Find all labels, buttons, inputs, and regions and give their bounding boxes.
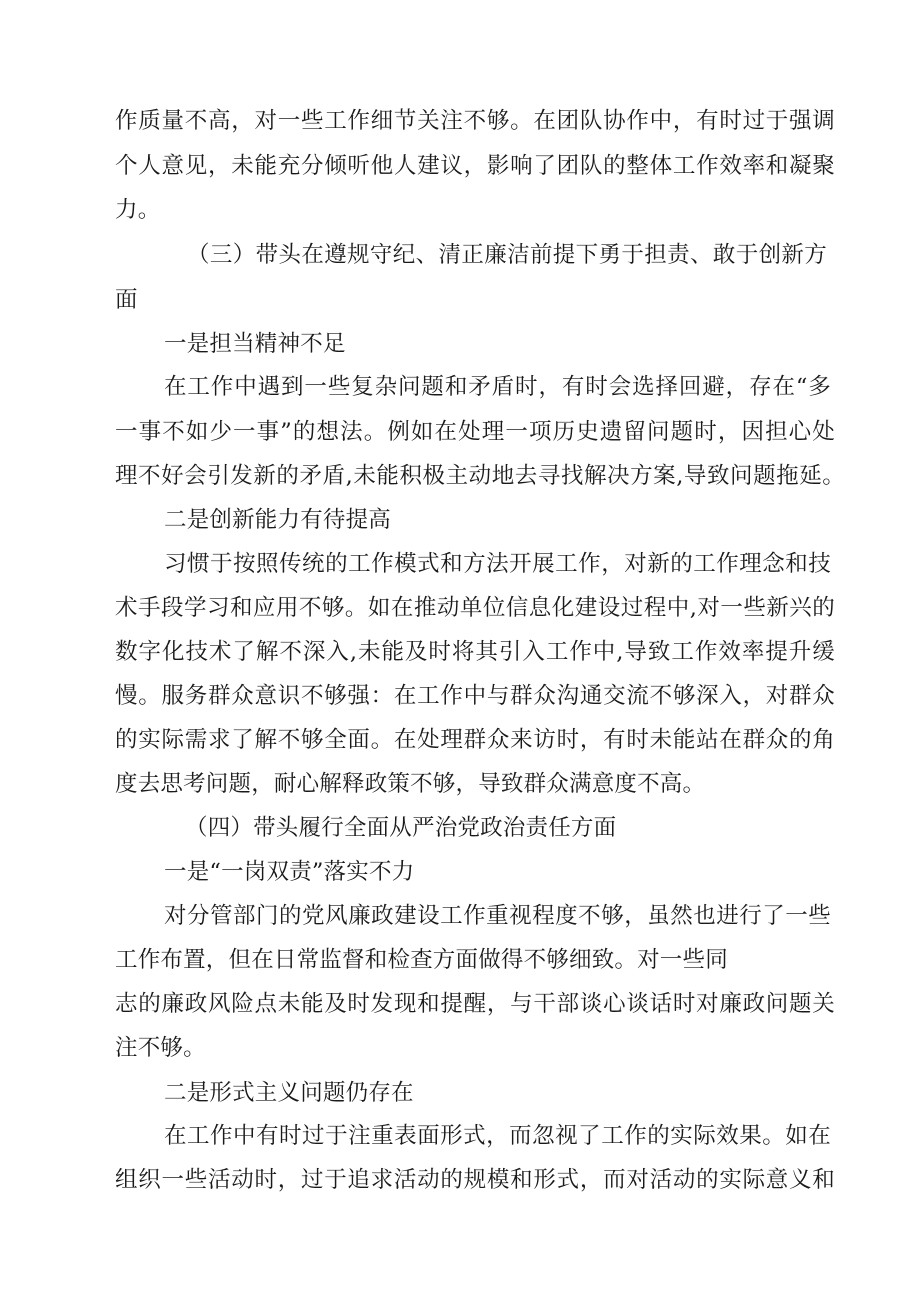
subheading: 二是形式主义问题仍存在 [164, 1080, 414, 1106]
body-text-line: 习惯于按照传统的工作模式和方法开展工作，对新的工作理念和技 [164, 551, 831, 577]
body-text-line: 一事不如少一事”的想法。例如在处理一项历史遗留问题时，因担心处 [115, 419, 835, 445]
body-text-line: 作质量不高，对一些工作细节关注不够。在团队协作中，有时过于强调 [115, 108, 835, 134]
body-text-line: 在工作中有时过于注重表面形式，而忽视了工作的实际效果。如在 [164, 1123, 831, 1149]
body-text-line: 工作布置，但在日常监督和检查方面做得不够细致。对一些同 [115, 947, 728, 973]
body-text-line: 慢。服务群众意识不够强：在工作中与群众沟通交流不够深入，对群众 [115, 683, 835, 709]
body-text-line: 的实际需求了解不够全面。在处理群众来访时，有时未能站在群众的角 [115, 727, 835, 753]
body-text-line: 志的廉政风险点未能及时发现和提醒，与干部谈心谈话时对廉政问题关 [115, 991, 835, 1017]
body-text-line: 度去思考问题，耐心解释政策不够，导致群众满意度不高。 [115, 771, 706, 797]
body-text-line: 在工作中遇到一些复杂问题和矛盾时，有时会选择回避，存在“多 [164, 374, 831, 400]
body-text-line: 对分管部门的党风廉政建设工作重视程度不够，虽然也进行了一些 [164, 903, 831, 929]
section-heading-4: （四）带头履行全面从严治党政治责任方面 [185, 815, 617, 841]
section-heading-3: （三）带头在遵规守纪、清正廉洁前提下勇于担责、敢于创新方 [187, 242, 827, 268]
body-text-line: 组织一些活动时，过于追求活动的规模和形式，而对活动的实际意义和 [115, 1167, 835, 1193]
body-text-line: 力。 [115, 197, 161, 223]
subheading: 一是“一岗双责”落实不力 [164, 859, 415, 885]
body-text-line: 注不够。 [115, 1035, 206, 1061]
section-heading-3-cont: 面 [115, 287, 138, 313]
body-text-line: 理不好会引发新的矛盾,未能积极主动地去寻找解决方案,导致问题拖延。 [115, 463, 845, 489]
subheading: 二是创新能力有待提高 [164, 507, 392, 533]
body-text-line: 个人意见，未能充分倾听他人建议，影响了团队的整体工作效率和凝聚 [115, 153, 835, 179]
body-text-line: 数字化技术了解不深入,未能及时将其引入工作中,导致工作效率提升缓 [115, 639, 835, 665]
body-text-line: 术手段学习和应用不够。如在推动单位信息化建设过程中,对一些新兴的 [115, 595, 835, 621]
subheading: 一是担当精神不足 [164, 331, 346, 357]
